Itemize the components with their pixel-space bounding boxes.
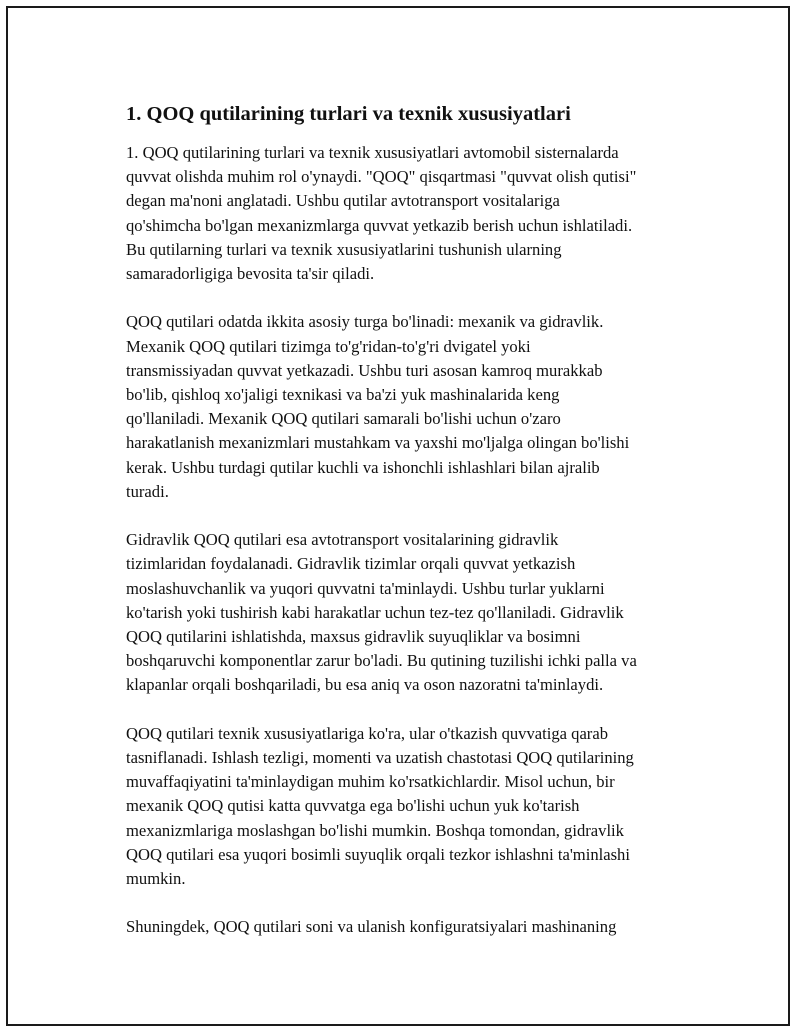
text-line: QOQ qutilarini ishlatishda, maxsus gidravlik suyuqliklar va bosimni [126,627,581,647]
paragraph-configuration [126,915,696,939]
text-line: turadi. [126,481,169,501]
text-line: mexanik QOQ qutisi katta quvvatga ega bo'lishi uchun yuk ko'tarish [126,796,580,816]
text-line: boshqaruvchi komponentlar zarur bo'ladi. Bu qutining tuzilishi ichki palla va [126,651,637,671]
text-line: bo'lib, qishloq xo'jaligi texnikasi va ba'zi yuk mashinalarida keng [126,385,560,405]
text-line: kerak. Ushbu turdagi qutilar kuchli va ishonchli ishlashlari bilan ajralib [126,457,600,477]
text-line: Mexanik QOQ qutilari tizimga to'g'ridan-to'g'ri dvigatel yoki [126,336,531,356]
text-line: klapanlar orqali boshqariladi, bu esa aniq va oson nazoratni ta'minlaydi. [126,675,604,695]
text-line: QOQ qutilari texnik xususiyatlariga ko'ra, ular o'tkazish quvvatiga qarab [126,723,608,743]
text-line: qo'shimcha bo'lgan mexanizmlarga quvvat yetkazib berish uchun ishlatiladi. [126,215,633,235]
text-line: samaradorligiga bevosita ta'sir qiladi. [126,264,375,284]
text-line: Gidravlik QOQ qutilari esa avtotransport vositalarining gidravlik [126,530,559,550]
text-line: moslashuvchanlik va yuqori quvvatni ta'minlaydi. Ushbu turlar yuklarni [126,578,605,598]
text-line: mumkin. [126,869,186,889]
text-line: QOQ qutilari odatda ikkita asosiy turga bo'linadi: mexanik va gidravlik. [126,312,604,332]
text-line: Bu qutilarning turlari va texnik xususiyatlarini tushunish ularning [126,239,562,259]
text-line: muvaffaqiyatini ta'minlaydigan muhim ko'rsatkichlardir. Misol uchun, bir [126,772,615,792]
text-line: degan ma'noni anglatadi. Ushbu qutilar avtotransport vositalariga [126,191,560,211]
text-line: Shuningdek, QOQ qutilari soni va ulanish konfiguratsiyalari mashinaning [126,917,617,937]
text-line: transmissiyadan quvvat yetkazadi. Ushbu turi asosan kamroq murakkab [126,360,603,380]
paragraph-intro [126,141,696,286]
text-line: 1. QOQ qutilarining turlari va texnik xususiyatlari avtomobil sisternalarda [126,143,619,162]
paragraph-mechanical [126,310,696,504]
text-line: ko'tarish yoki tushirish kabi harakatlar uchun tez-tez qo'llaniladi. Gidravlik [126,602,624,622]
text-line: quvvat olishda muhim rol o'ynaydi. "QOQ" qisqartmasi "quvvat olish qutisi" [126,167,637,187]
text-line: tizimlaridan foydalanadi. Gidravlik tizimlar orqali quvvat yetkazish [126,554,576,574]
text-line: QOQ qutilari esa yuqori bosimli suyuqlik orqali tezkor ishlashni ta'minlashi [126,844,630,864]
section-heading: 1. QOQ qutilarining turlari va texnik xususiyatlari [126,103,571,125]
text-line: harakatlanish mexanizmlari mustahkam va yaxshi mo'ljalga olingan bo'lishi [126,433,630,453]
text-line: qo'llaniladi. Mexanik QOQ qutilari samarali bo'lishi uchun o'zaro [126,409,561,429]
text-line: tasniflanadi. Ishlash tezligi, momenti va uzatish chastotasi QOQ qutilarining [126,748,634,768]
page-frame [6,6,790,1026]
paragraph-hydraulic [126,528,696,697]
document-content [126,101,696,964]
paragraph-specifications [126,722,696,891]
text-line: mexanizmlariga moslashgan bo'lishi mumkin. Boshqa tomondan, gidravlik [126,820,624,840]
